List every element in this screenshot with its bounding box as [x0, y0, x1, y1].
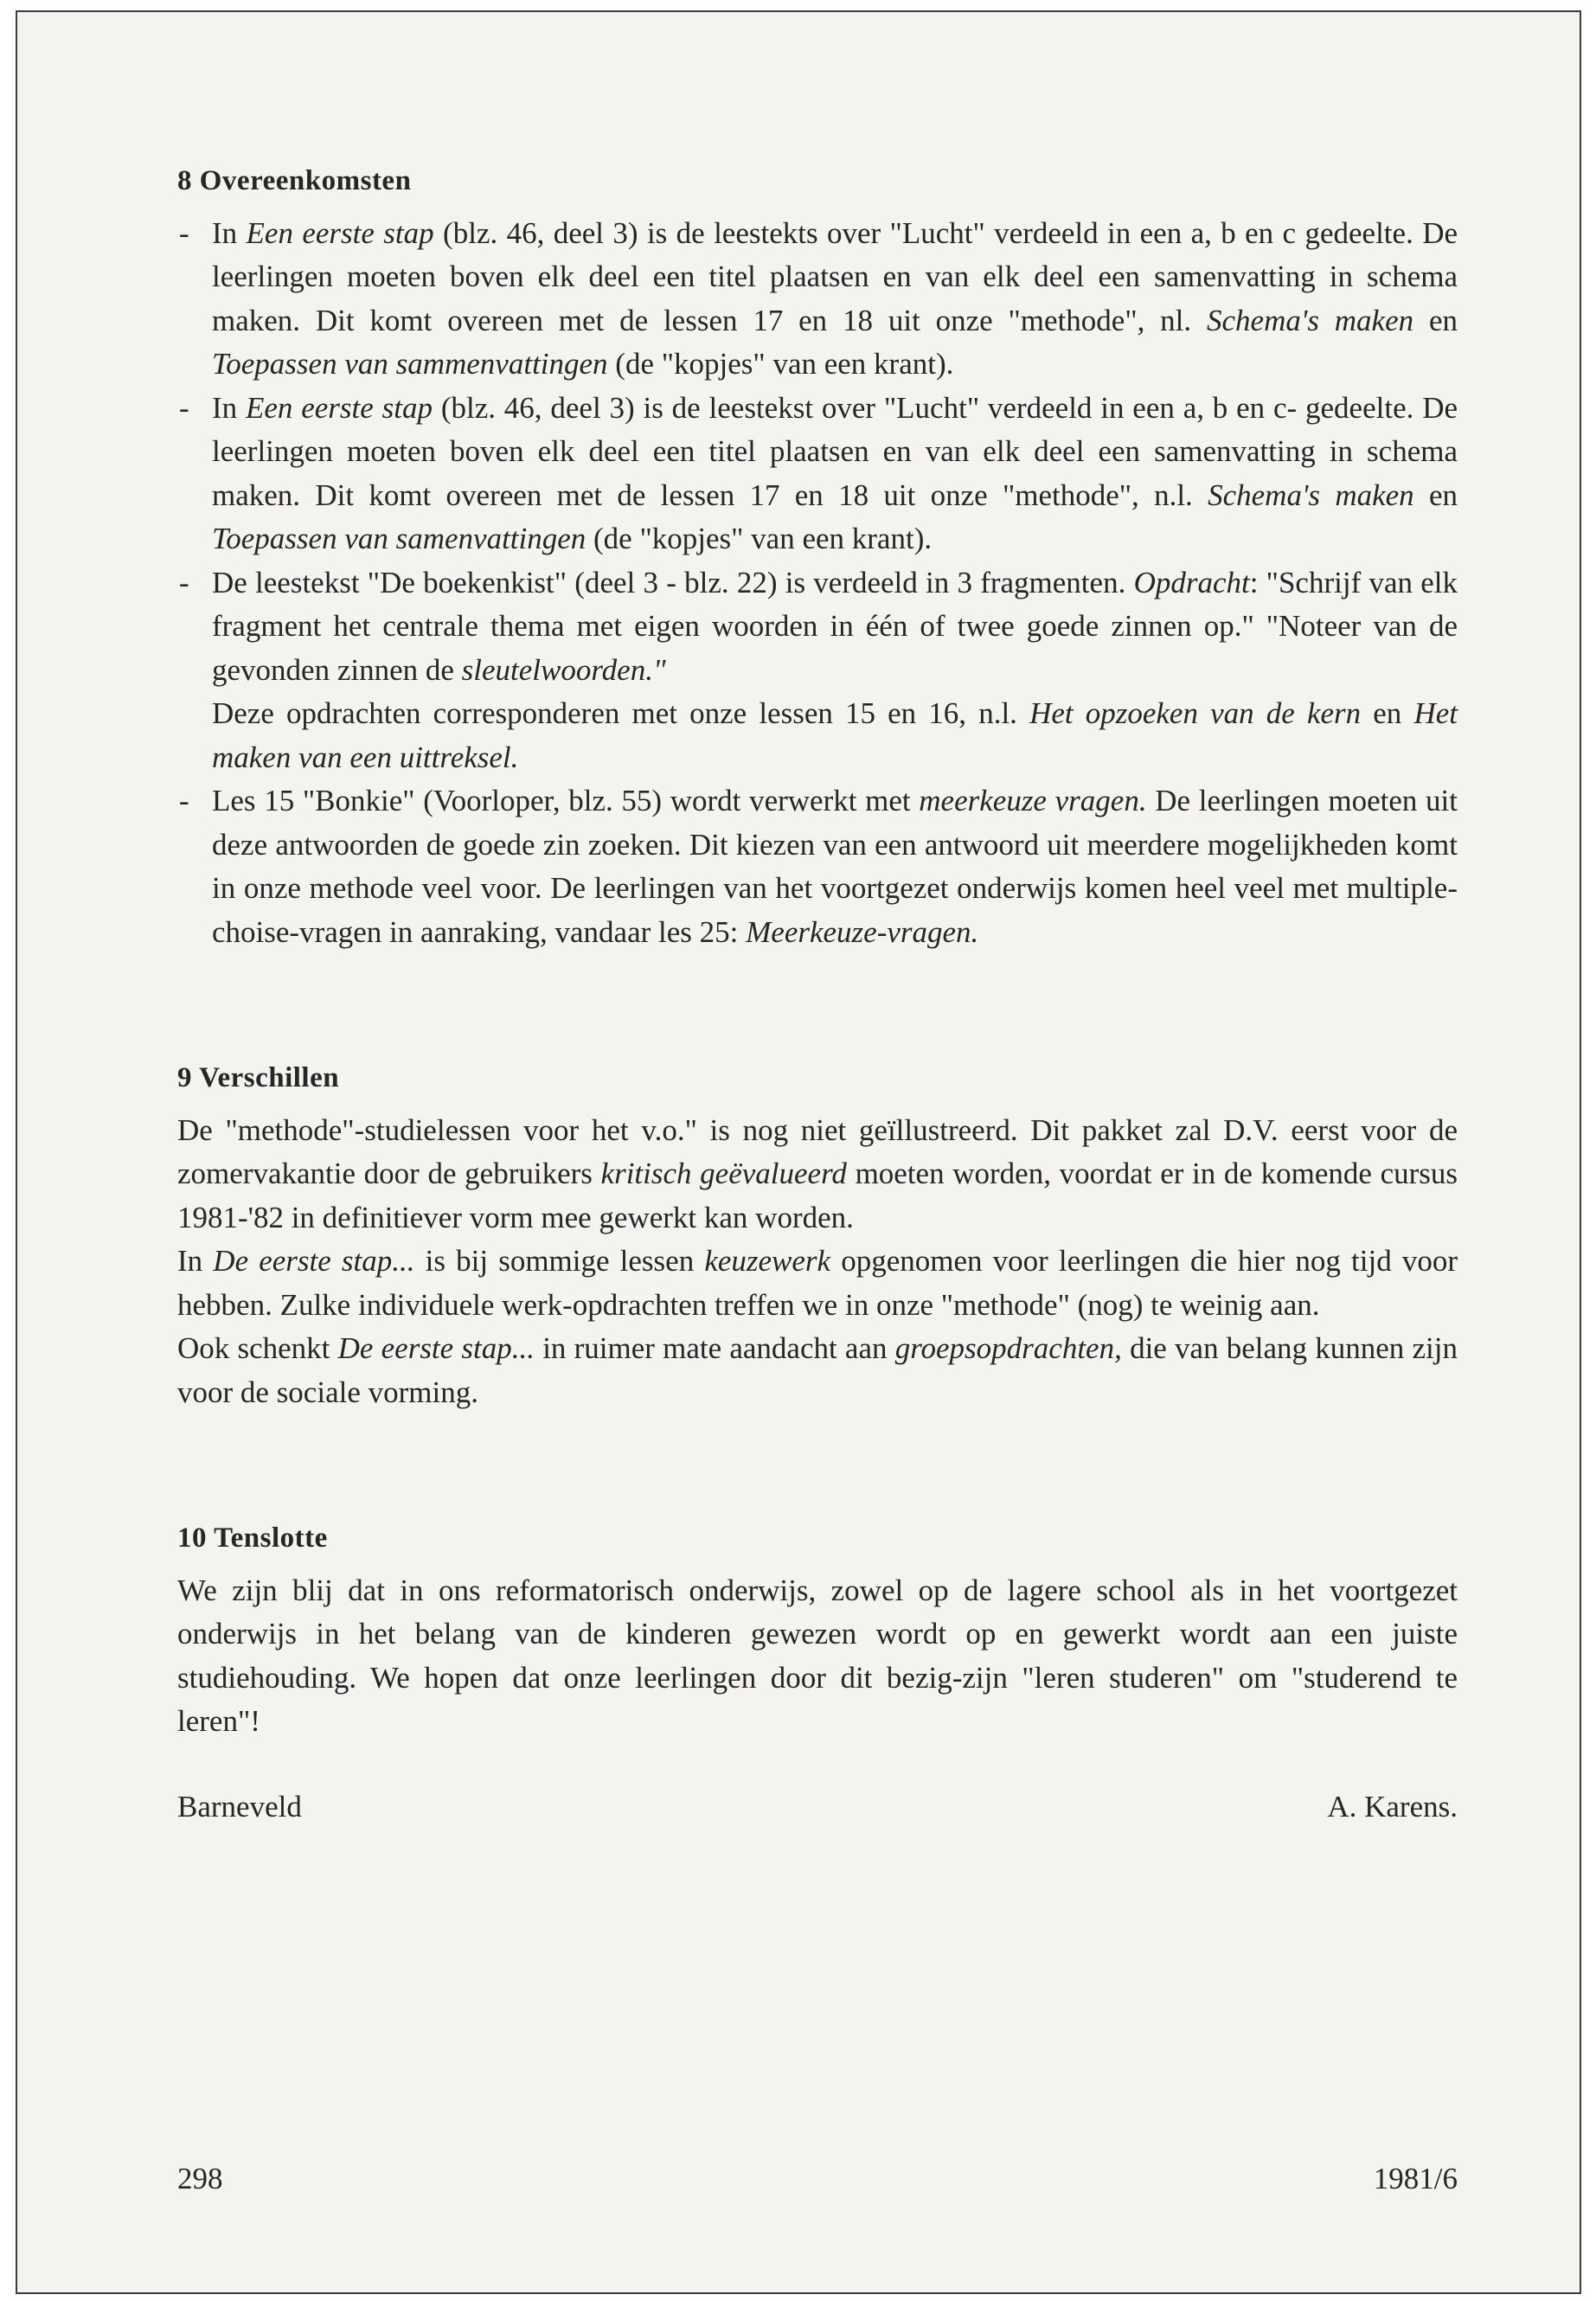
author-name: A. Karens. [1327, 1789, 1458, 1823]
document-page [16, 10, 1581, 2294]
text-run: (blz. 46, deel 3) is de leestekst over "Lucht" verdeeld in een a, b en c- gedeelte. De leerlingen moeten boven elk deel een titel plaatsen en van elk deel een samenvatting in schema maken. Dit komt overeen met de lessen 17 en 18 uit onze "methode", n.l. [212, 390, 1458, 512]
page-number: 298 [177, 2162, 223, 2195]
paragraph [177, 1109, 1458, 1240]
list-item [177, 779, 1458, 954]
list-continuation [177, 692, 1458, 779]
italic-text: Meerkeuze-vragen. [746, 914, 979, 949]
text-run: De "methode"-studielessen voor het v.o." is nog niet geïllustreerd. Dit pakket zal D.V. eerst voor de zomervakantie door de gebruikers [177, 1112, 1458, 1190]
italic-text: keuzewerk [704, 1244, 831, 1278]
text-run: In [212, 390, 246, 425]
italic-text: Een eerste stap [245, 390, 433, 425]
text-run: De leestekst "De boekenkist" (deel 3 - blz. 22) is verdeeld in 3 fragmenten. [212, 565, 1134, 599]
text-run: (de "kopjes" van een krant). [607, 347, 954, 381]
italic-text: Schema's maken [1207, 303, 1414, 337]
text-run: en [1413, 303, 1458, 337]
italic-text: meerkeuze vragen. [919, 784, 1147, 817]
text-run: in ruimer mate aandacht aan [535, 1331, 895, 1365]
paragraph: We zijn blij dat in ons reformatorisch onderwijs, zowel op de lagere school als in het voortgezet onderwijs in het belang van de kinderen gewezen wordt op en gewerkt wordt aan een juiste studiehouding. We hopen dat onze leerlingen door dit bezig-zijn "leren studeren" om "studerend te leren"! [177, 1573, 1458, 1738]
list-item [177, 212, 1458, 387]
text-run: Les 15 "Bonkie" (Voorloper, blz. 55) wordt verwerkt met [212, 784, 920, 817]
italic-text: sleutelwoorden." [461, 652, 666, 687]
paragraph [177, 1327, 1458, 1414]
place-name: Barneveld [177, 1789, 302, 1823]
italic-text: Het opzoeken van de kern [1029, 696, 1362, 730]
section-heading-10: 10 Tenslotte [177, 1522, 328, 1554]
text-run: In [212, 215, 247, 250]
text-run: Deze opdrachten corresponderen met onze lessen 15 en 16, n.l. [212, 696, 1030, 730]
text-run: : "Schrijf van elk fragment het centrale thema met eigen woorden in één of twee goede zinnen op." "Noteer van de gevonden zinnen de [212, 565, 1458, 687]
text-run: die van belang kunnen zijn voor de sociale vorming. [177, 1331, 1458, 1409]
section-heading-8: 8 Overeenkomsten [177, 165, 412, 196]
text-run: moeten worden, voordat er in de komende cursus 1981-'82 in definitiever vorm mee gewerkt kan worden. [177, 1157, 1458, 1234]
list-item [177, 387, 1458, 561]
issue-number: 1981/6 [1373, 2162, 1458, 2195]
page-footer [177, 2157, 1458, 2201]
text-run: is bij sommige lessen [414, 1244, 705, 1278]
page-content [177, 159, 1458, 1829]
text-run: (blz. 46, deel 3) is de leestekts over "Lucht" verdeeld in een a, b en c gedeelte. De leerlingen moeten boven elk deel een titel plaatsen en van elk deel een samenvatting in schema maken. Dit komt overeen met de lessen 17 en 18 uit onze "methode", nl. [212, 215, 1458, 337]
list-item [177, 561, 1458, 693]
text-run: en [1361, 696, 1414, 730]
section-overeenkomsten [177, 159, 1458, 954]
italic-text: Toepassen van samenvattingen [212, 522, 586, 555]
italic-text: De eerste stap... [337, 1331, 535, 1365]
text-run: opgenomen voor leerlingen die hier nog tijd voor hebben. Zulke individuele werk-opdrachten treffen we in onze "methode" (nog) te weinig aan. [177, 1244, 1458, 1322]
bullet-list [177, 779, 1458, 954]
italic-text: Opdracht [1133, 565, 1250, 599]
section-tenslotte [177, 1516, 1458, 1829]
text-run: In [177, 1244, 214, 1278]
italic-text: kritisch geëvalueerd [600, 1157, 847, 1190]
italic-text: Een eerste stap [246, 215, 434, 250]
bullet-list [177, 212, 1458, 693]
signature-line [177, 1785, 1458, 1830]
italic-text: groepsopdrachten, [894, 1331, 1122, 1365]
text-run: Ook schenkt [177, 1331, 338, 1365]
section-heading-9: 9 Verschillen [177, 1062, 340, 1093]
italic-text: Toepassen van sammenvattingen [212, 347, 608, 381]
text-run: (de "kopjes" van een krant). [586, 522, 933, 555]
text-run: en [1413, 478, 1458, 512]
italic-text: De eerste stap... [213, 1244, 415, 1278]
paragraph [177, 1240, 1458, 1327]
section-verschillen [177, 1056, 1458, 1414]
italic-text: Het maken van een uittreksel. [212, 696, 1458, 774]
italic-text: Schema's maken [1208, 478, 1414, 512]
text-run: De leerlingen moeten uit deze antwoorden de goede zin zoeken. Dit kiezen van een antwoord uit meerdere mogelijkheden komt in onze methode veel voor. De leerlingen van het voortgezet onderwijs komen heel veel met multiple-choise-vragen in aanraking, vandaar les 25: [212, 784, 1458, 949]
